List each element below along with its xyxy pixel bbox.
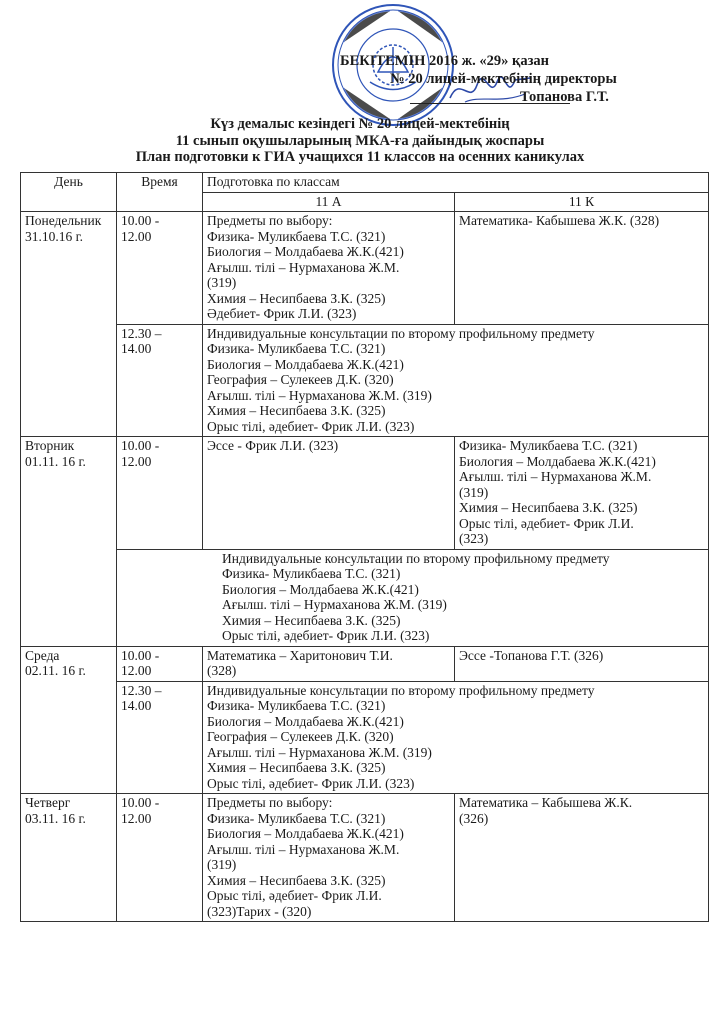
table-row (21, 324, 709, 437)
table-header-row (21, 173, 709, 193)
consultation-cell: Индивидуальные консультации по второму профильному предмету Физика- Муликбаева Т.С. (321) Биология – Молдабаева Ж.К.(421) География – Сулекеев Д.К. (320) Ағылш. тілі – Нурмаханова Ж.М. (319) Химия – Несипбаева З.К. (325) Орыс тілі, әдебиет- Фрик Л.И. (323) (203, 324, 709, 437)
table-row (21, 437, 709, 550)
time-cell: 10.00 - 12.00 (117, 437, 203, 550)
table-row (21, 646, 709, 681)
time-cell: 12.30 – 14.00 (117, 324, 203, 437)
approval-block (330, 52, 710, 106)
document-title (80, 116, 640, 166)
day-cell-monday: Понедельник 31.10.16 г. (21, 212, 117, 437)
class-11a-cell: Эссе - Фрик Л.И. (323) (203, 437, 455, 550)
director-name: Топанова Г.Т. (520, 89, 609, 105)
class-11k-cell: Физика- Муликбаева Т.С. (321) Биология – Молдабаева Ж.К.(421) Ағылш. тілі – Нурмаханова Ж.М. (319) Химия – Несипбаева З.К. (325) Орыс тілі, әдебиет- Фрик Л.И. (323) (455, 437, 709, 550)
approval-line-3 (330, 88, 710, 106)
title-line-3: План подготовки к ГИА учащихся 11 классов на осенних каникулах (135, 149, 585, 165)
time-cell: 10.00 - 12.00 (117, 794, 203, 922)
approval-line-1: БЕКІТЕМІН 2016 ж. «29» қазан (340, 53, 550, 69)
header-class-11a: 11 А (203, 192, 455, 212)
title-line-2: 11 сынып оқушыларының МКА-ға дайындық жоспары (175, 132, 545, 149)
approval-line-2: № 20 лицей-мектебінің директоры (390, 71, 617, 87)
class-11k-cell: Математика – Кабышева Ж.К. (326) (455, 794, 709, 922)
time-cell: 12.30 – 14.00 (117, 681, 203, 794)
signature-line (410, 103, 570, 104)
class-11a-cell: Предметы по выбору: Физика- Муликбаева Т.С. (321) Биология – Молдабаева Ж.К.(421) Ағылш. тілі – Нурмаханова Ж.М. (319) Химия – Несипбаева З.К. (325) Орыс тілі, әдебиет- Фрик Л.И. (323)Тарих - (320) (203, 794, 455, 922)
class-11k-cell: Математика- Кабышева Ж.К. (328) (455, 212, 709, 325)
table-row (21, 212, 709, 325)
table-row (21, 794, 709, 922)
class-11k-cell: Эссе -Топанова Г.Т. (326) (455, 646, 709, 681)
table-row (21, 681, 709, 794)
time-cell: 10.00 - 12.00 (117, 646, 203, 681)
title-line-1: Күз демалыс кезіндегі № 20 лицей-мектебінің (210, 116, 510, 132)
header-class-11k: 11 К (455, 192, 709, 212)
consultation-cell: Индивидуальные консультации по второму профильному предмету Физика- Муликбаева Т.С. (321) Биология – Молдабаева Ж.К.(421) География – Сулекеев Д.К. (320) Ағылш. тілі – Нурмаханова Ж.М. (319) Химия – Несипбаева З.К. (325) Орыс тілі, әдебиет- Фрик Л.И. (323) (203, 681, 709, 794)
class-11a-cell: Предметы по выбору: Физика- Муликбаева Т.С. (321) Биология – Молдабаева Ж.К.(421) Ағылш. тілі – Нурмаханова Ж.М. (319) Химия – Несипбаева З.К. (325) Әдебиет- Фрик Л.И. (323) (203, 212, 455, 325)
class-11a-cell: Математика – Харитонович Т.И. (328) (203, 646, 455, 681)
consultation-cell: Индивидуальные консультации по второму профильному предмету Физика- Муликбаева Т.С. (321) Биология – Молдабаева Ж.К.(421) Ағылш. тілі – Нурмаханова Ж.М. (319) Химия – Несипбаева З.К. (325) Орыс тілі, әдебиет- Фрик Л.И. (323) (117, 549, 709, 646)
schedule-table (20, 172, 709, 922)
time-cell: 10.00 - 12.00 (117, 212, 203, 325)
day-cell-tuesday: Вторник 01.11. 16 г. (21, 437, 117, 647)
header-day: День (21, 173, 117, 212)
header-prep: Подготовка по классам (203, 173, 709, 193)
day-cell-thursday: Четверг 03.11. 16 г. (21, 794, 117, 922)
header-time: Время (117, 173, 203, 212)
day-cell-wednesday: Среда 02.11. 16 г. (21, 646, 117, 794)
table-row (21, 549, 709, 646)
